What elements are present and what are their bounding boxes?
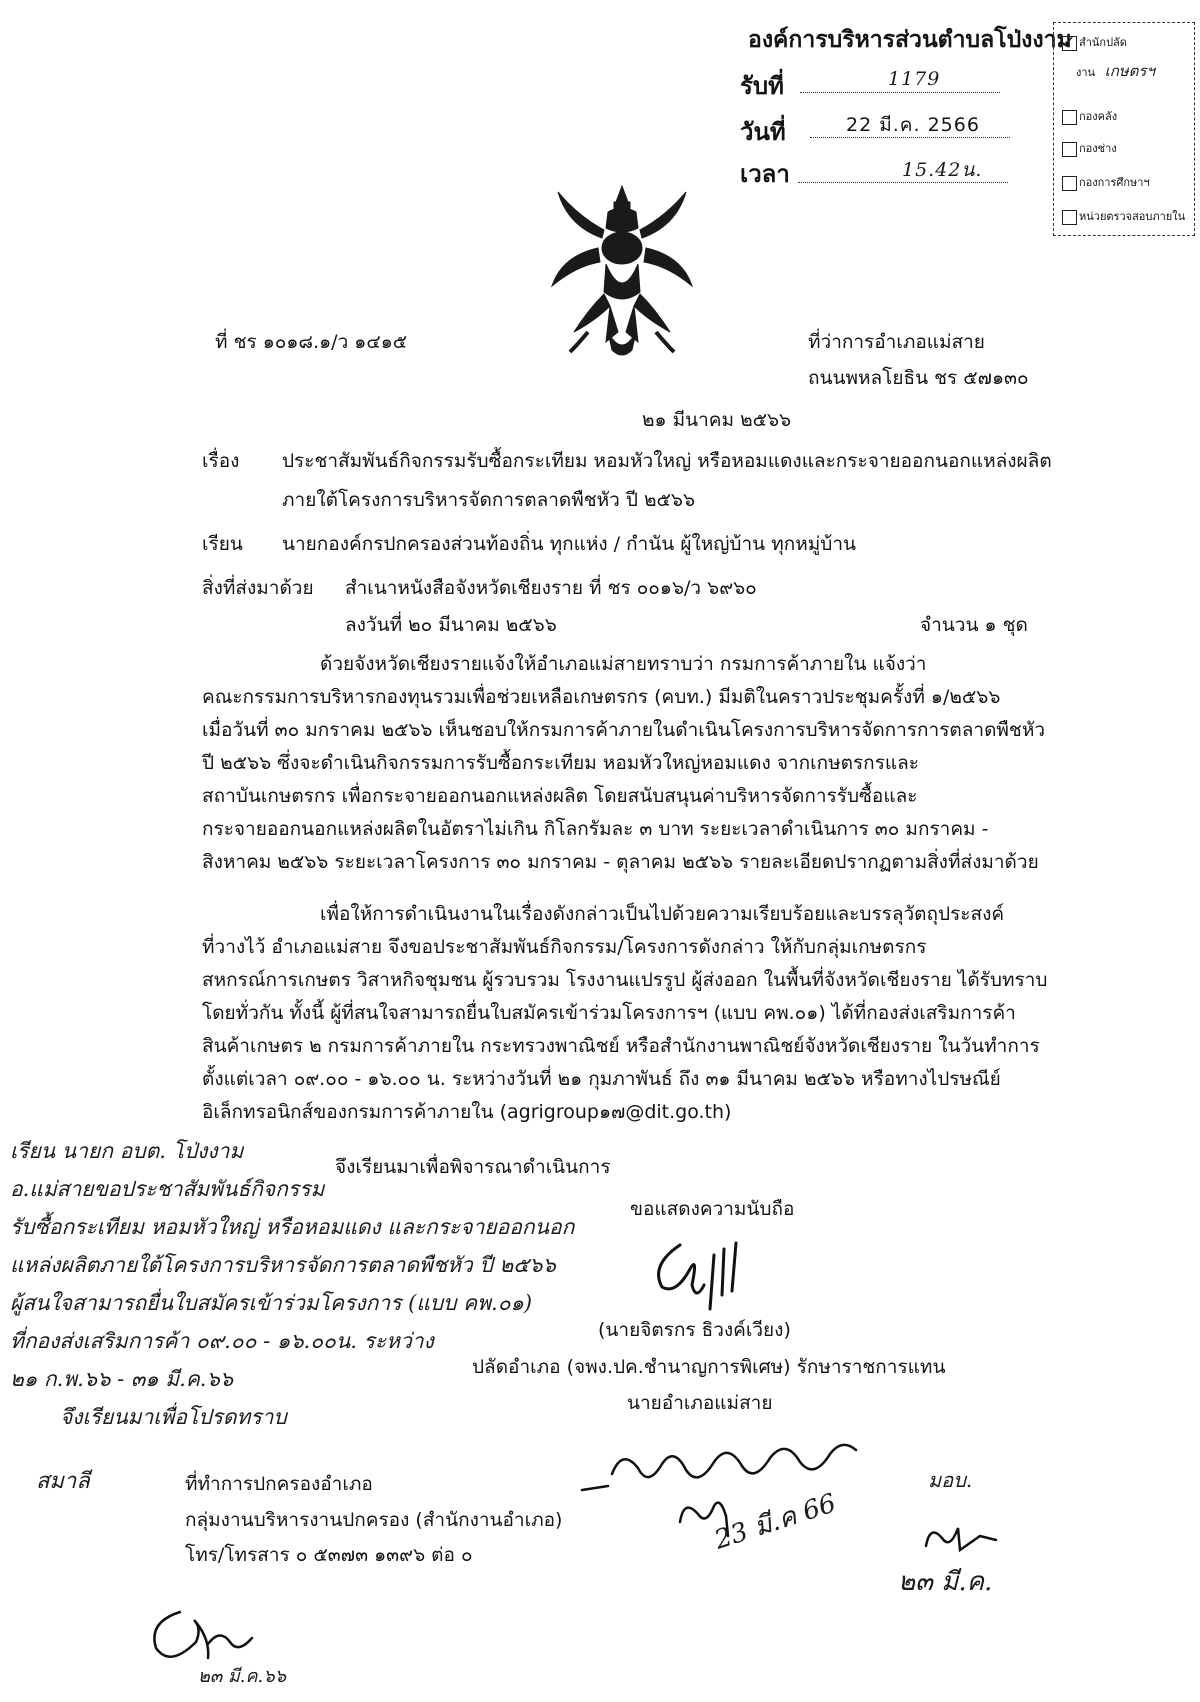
letter-date: ๒๑ มีนาคม ๒๕๖๖ — [642, 409, 792, 431]
handwritten-line: ที่กองส่งเสริมการค้า ๐๙.๐๐ - ๑๖.๐๐น. ระหว่าง — [10, 1329, 434, 1353]
receipt-stamp — [680, 22, 1072, 197]
office-address: ถนนพหลโยธิน ชร ๕๗๑๓๐ — [808, 367, 1029, 389]
paragraph-line: กระจายออกนอกแหล่งผลิตในอัตราไม่เกิน กิโลกรัมละ ๓ บาท ระยะเวลาดำเนินการ ๓๐ มกราคม - — [202, 818, 989, 840]
signer-office: นายอำเภอแม่สาย — [627, 1392, 773, 1414]
paragraph-line: อิเล็กทรอนิกส์ของกรมการค้าภายใน (agrigroup๑๗@dit.go.th) — [202, 1101, 732, 1123]
checkbox-icon — [1062, 176, 1077, 191]
paragraph-line: สหกรณ์การเกษตร วิสาหกิจชุมชน ผู้รวบรวม โรงงานแปรรูป ผู้ส่งออก ในพื้นที่จังหวัดเชียงราย ได้รับทราบ — [202, 969, 1048, 991]
checkbox-icon — [1062, 110, 1077, 125]
handwritten-line: แหล่งผลิตภายใต้โครงการบริหารจัดการตลาดพืชหัว ปี ๒๕๖๖ — [10, 1253, 556, 1277]
official-signature — [640, 1225, 770, 1315]
routing-unit-handwritten: เกษตรฯ — [1104, 62, 1155, 80]
checkbox-icon — [1062, 142, 1077, 157]
signer-name: (นายจิตรกร ธิวงค์เวียง) — [598, 1319, 791, 1341]
subject-line-1: ประชาสัมพันธ์กิจกรรมรับซื้อกระเทียม หอมหัวใหญ่ หรือหอมแดงและกระจายออกนอกแหล่งผลิต — [282, 450, 1052, 472]
issuing-office: ที่ว่าการอำเภอแม่สาย — [808, 331, 985, 353]
subject-label: เรื่อง — [202, 450, 240, 472]
paragraph-line: ตั้งแต่เวลา ๐๙.๐๐ - ๑๖.๐๐ น. ระหว่างวันที่ ๒๑ กุมภาพันธ์ ถึง ๓๑ มีนาคม ๒๕๖๖ หรือทางไปรษณีย์ — [202, 1068, 1001, 1090]
paragraph-2 — [202, 898, 1047, 1129]
recipient-label: เรียน — [202, 533, 243, 555]
stamp-date: 22 มี.ค. 2566 — [846, 114, 980, 136]
garuda-emblem — [548, 182, 696, 360]
enclosure-line-1: สำเนาหนังสือจังหวัดเชียงราย ที่ ชร ๐๐๑๖/ว ๖๙๖๐ — [345, 577, 757, 599]
routing-item-audit: หน่วยตรวจสอบภายใน — [1062, 207, 1185, 225]
routing-box — [1053, 22, 1195, 236]
handwritten-note — [10, 1132, 574, 1436]
handwritten-line: เรียน นายก อบต. โป่งงาม — [10, 1139, 244, 1163]
paragraph-line: เพื่อให้การดำเนินงานในเรื่องดังกล่าวเป็นไปด้วยความเรียบร้อยและบรรลุวัตถุประสงค์ — [320, 903, 1005, 925]
routing-item-finance: กองคลัง — [1062, 107, 1117, 125]
paragraph-line: ด้วยจังหวัดเชียงรายแจ้งให้อำเภอแม่สายทราบว่า กรมการค้าภายใน แจ้งว่า — [320, 653, 927, 675]
paragraph-line: ที่วางไว้ อำเภอแม่สาย จึงขอประชาสัมพันธ์กิจกรรม/โครงการดังกล่าว ให้กับกลุ่มเกษตรกร — [202, 936, 927, 958]
paragraph-line: คณะกรรมการบริหารกองทุนรวมเพื่อช่วยเหลือเกษตรกร (คบท.) มีมติในคราวประชุมครั้งที่ ๑/๒๕๖๖ — [202, 686, 1001, 708]
contact-line-3: โทร/โทรสาร ๐ ๕๓๗๓ ๑๓๙๖ ต่อ ๐ — [185, 1544, 473, 1566]
document-number: ที่ ชร ๑๐๑๘.๑/ว ๑๔๑๕ — [215, 331, 408, 353]
stamp-org-name: องค์การบริหารส่วนตำบลโป่งงาม — [748, 27, 1072, 53]
stamp-time-label: เวลา — [740, 160, 790, 188]
paragraph-line: สิงหาคม ๒๕๖๖ ระยะเวลาโครงการ ๓๐ มกราคม - ตุลาคม ๒๕๖๖ รายละเอียดปรากฏตามสิ่งที่ส่งมาด้วย — [202, 851, 1039, 873]
right-handwritten-initials — [920, 1510, 1000, 1560]
recipient-text: นายกองค์กรปกครองส่วนท้องถิ่น ทุกแห่ง / กำนัน ผู้ใหญ่บ้าน ทุกหมู่บ้าน — [282, 533, 856, 555]
closing-request: จึงเรียนมาเพื่อพิจารณาดำเนินการ — [335, 1156, 611, 1178]
enclosure-label: สิ่งที่ส่งมาด้วย — [202, 577, 314, 599]
stamp-receipt-line — [800, 92, 1000, 93]
closing-respect: ขอแสดงความนับถือ — [630, 1198, 795, 1220]
right-handwritten-note: มอบ. — [928, 1468, 973, 1492]
paragraph-line: เมื่อวันที่ ๓๐ มกราคม ๒๕๖๖ เห็นชอบให้กรมการค้าภายในดำเนินโครงการบริหารจัดการการตลาดพืชหัว — [202, 719, 1046, 741]
paragraph-1 — [202, 648, 1045, 879]
paragraph-line: โดยทั่วกัน ทั้งนี้ ผู้ที่สนใจสามารถยื่นใบสมัครเข้าร่วมโครงการฯ (แบบ คพ.๐๑) ได้ที่กองส่งเสริมการค้า — [202, 1002, 1016, 1024]
handwritten-signature-bottom — [140, 1598, 260, 1673]
contact-line-1: ที่ทำการปกครองอำเภอ — [185, 1473, 373, 1495]
routing-item-office: ✓สำนักปลัด — [1062, 33, 1127, 51]
paragraph-line: ปี ๒๕๖๖ ซึ่งจะดำเนินกิจกรรมการรับซื้อกระเทียม หอมหัวใหญ่หอมแดง จากเกษตรกรและ — [202, 752, 919, 774]
enclosure-count: จำนวน ๑ ชุด — [920, 614, 1028, 636]
subject-line-2: ภายใต้โครงการบริหารจัดการตลาดพืชหัว ปี ๒๕๖๖ — [282, 489, 695, 511]
checkbox-checked-icon — [1062, 36, 1077, 51]
handwritten-line: รับซื้อกระเทียม หอมหัวใหญ่ หรือหอมแดง และกระจายออกนอก — [10, 1215, 575, 1239]
handwritten-line: ผู้สนใจสามารถยื่นใบสมัครเข้าร่วมโครงการ (แบบ คพ.๐๑) — [10, 1291, 533, 1315]
stamp-date-label: วันที่ — [740, 118, 786, 146]
handwritten-line: ๒๑ ก.พ.๖๖ - ๓๑ มี.ค.๖๖ — [10, 1367, 234, 1391]
paragraph-line: สถาบันเกษตรกร เพื่อกระจายออกนอกแหล่งผลิต โดยสนับสนุนค่าบริหารจัดการรับซื้อและ — [202, 785, 918, 807]
signer-title: ปลัดอำเภอ (จพง.ปค.ชำนาญการพิเศษ) รักษาราชการแทน — [472, 1356, 946, 1378]
contact-line-2: กลุ่มงานบริหารงานปกครอง (สำนักงานอำเภอ) — [185, 1509, 563, 1531]
routing-item-engineering: กองช่าง — [1062, 139, 1117, 157]
handwritten-line: อ.แม่สายขอประชาสัมพันธ์กิจกรรม — [10, 1177, 325, 1201]
right-handwritten-date: ๒๓ มี.ค. — [898, 1567, 993, 1597]
routing-item-education: กองการศึกษาฯ — [1062, 173, 1150, 191]
handwritten-line: จึงเรียนมาเพื่อโปรดทราบ — [60, 1405, 287, 1429]
bottom-handwritten-date: ๒๓ มี.ค.๖๖ — [198, 1666, 287, 1687]
stamp-receipt-no: 1179 — [888, 68, 941, 90]
clerk-handwritten-label: สมาลี — [36, 1469, 90, 1494]
routing-item-unit: งาน เกษตรฯ — [1076, 62, 1155, 80]
stamp-receipt-label: รับที่ — [740, 72, 784, 100]
enclosure-line-2: ลงวันที่ ๒๐ มีนาคม ๒๕๖๖ — [345, 614, 557, 636]
paragraph-line: สินค้าเกษตร ๒ กรมการค้าภายใน กระทรวงพาณิชย์ หรือสำนักงานพาณิชย์จังหวัดเชียงราย ในวันทำการ — [202, 1035, 1040, 1057]
stamp-time: 15.42น. — [902, 159, 983, 181]
approver-handwritten-date: 23 มี.ค 66 — [711, 1488, 840, 1556]
checkbox-icon — [1062, 210, 1077, 225]
